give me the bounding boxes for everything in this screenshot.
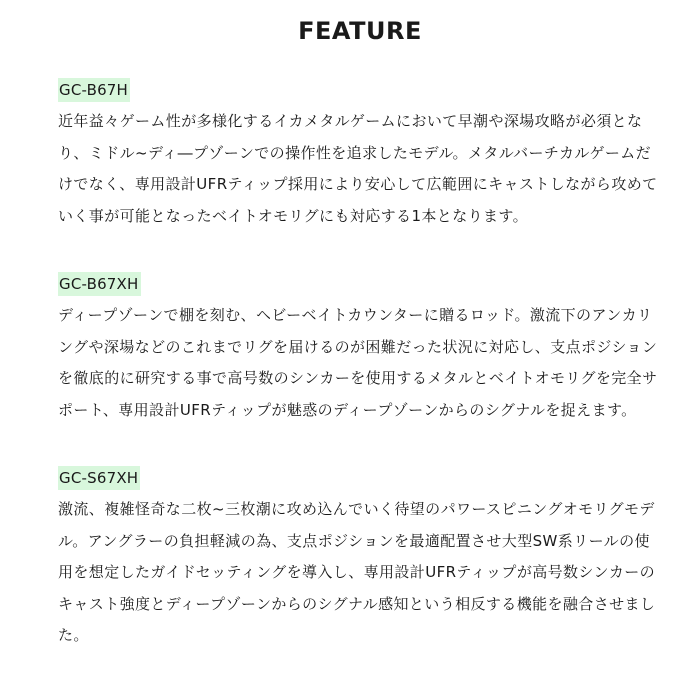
feature-section-gc-b67h [58, 78, 662, 232]
feature-section-gc-b67xh [58, 272, 662, 426]
model-description: 激流、複雑怪奇な二枚~三枚潮に攻め込んでいく待望のパワースピニングオモリグモデル。アングラーの負担軽減の為、支点ポジションを最適配置させ大型SW系リールの使用を想定したガイドセッティングを導入し、専用設計UFRティップが高号数シンカーのキャスト強度とディープゾーンからのシグナル感知という相反する機能を融合させました。 [58, 500, 656, 644]
page-title: FEATURE [298, 17, 422, 45]
model-description: ディープゾーンで棚を刻む、ヘビーベイトカウンターに贈るロッド。激流下のアンカリングや深場などのこれまでリグを届けるのが困難だった状況に対応し、支点ポジションを徹底的に研究する事で高号数のシンカーを使用するメタルとベイトオモリグを完全サポート、専用設計UFRティップが魅惑のディープゾーンからのシグナルを捉えます。 [58, 306, 658, 419]
model-label: GC-B67H [58, 78, 130, 102]
model-description: 近年益々ゲーム性が多様化するイカメタルゲームにおいて早潮や深場攻略が必須となり、ミドル~ディ―プゾーンでの操作性を追求したモデル。メタルバーチカルゲームだけでなく、専用設計UFRティップ採用により安心して広範囲にキャストしながら攻めていく事が可能となったベイトオモリグにも対応する1本となります。 [58, 112, 658, 225]
feature-section-gc-s67xh [58, 466, 662, 652]
model-label: GC-S67XH [58, 466, 140, 490]
model-label: GC-B67XH [58, 272, 141, 296]
